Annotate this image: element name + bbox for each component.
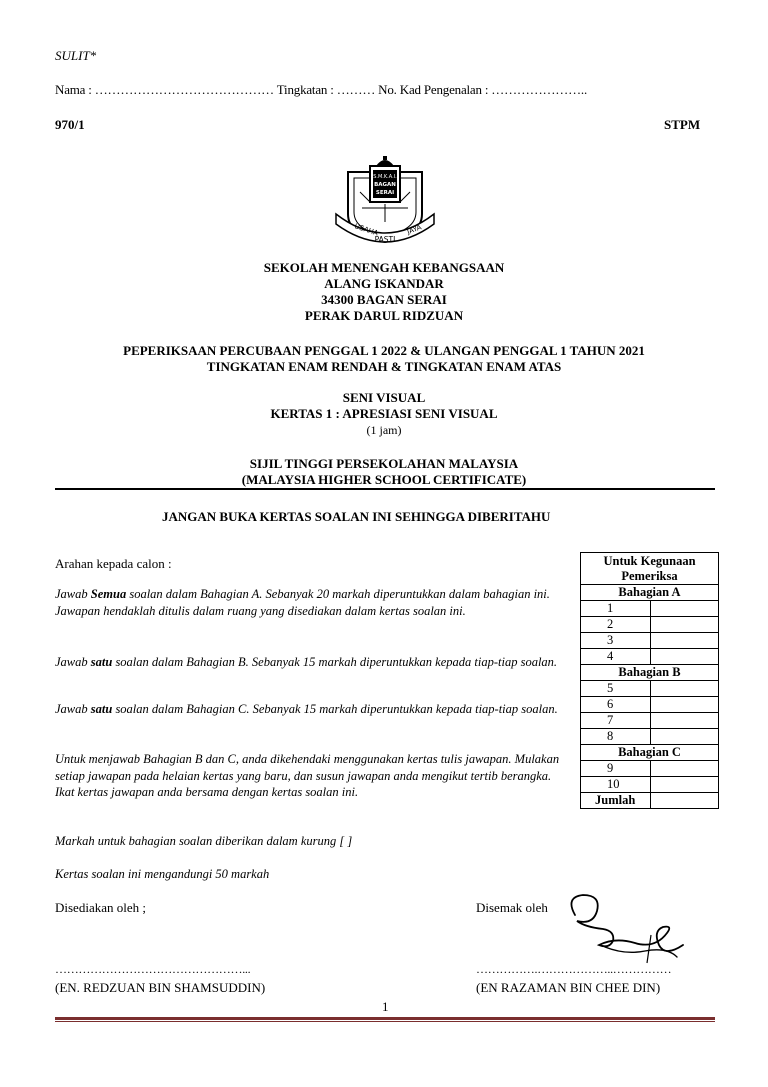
warning-notice: JANGAN BUKA KERTAS SOALAN INI SEHINGGA DIBERITAHU bbox=[162, 509, 551, 524]
checked-signature-line: …………….………………..…………… bbox=[476, 962, 672, 976]
question-number: 10 bbox=[581, 777, 651, 793]
prepared-by-label: Disediakan oleh ; bbox=[55, 900, 146, 915]
subject-name: SENI VISUAL bbox=[342, 390, 426, 405]
table-row bbox=[581, 729, 719, 745]
question-number: 3 bbox=[581, 633, 651, 649]
instruction-1: Jawab Semua soalan dalam Bahagian A. Sebanyak 20 markah diperuntukkan dalam bahagian ini. Jawapan hendaklah ditulis dalam ruang yang disediakan dalam kertas soalan ini. bbox=[55, 587, 550, 618]
logo-mid-text: BAGAN bbox=[374, 182, 396, 188]
table-row bbox=[581, 713, 719, 729]
question-number: 4 bbox=[581, 649, 651, 665]
certificate-line-1: SIJIL TINGGI PERSEKOLAHAN MALAYSIA bbox=[249, 456, 519, 471]
header-divider bbox=[55, 488, 715, 490]
question-number: 9 bbox=[581, 761, 651, 777]
mark-cell bbox=[651, 729, 719, 745]
subject-duration: (1 jam) bbox=[366, 423, 402, 437]
footer-line bbox=[55, 1017, 715, 1020]
prepared-signature-line: …………………………………………... bbox=[55, 962, 251, 976]
candidate-info-line: Nama : …………………………………… Tingkatan : ……… No. Kad Pengenalan : ………………….. bbox=[55, 82, 588, 97]
instruction-5: Markah untuk bahagian soalan diberikan dalam kurung [ ] bbox=[55, 834, 353, 848]
question-number: 6 bbox=[581, 697, 651, 713]
table-title: Untuk Kegunaan Pemeriksa bbox=[581, 553, 719, 585]
subject-paper: KERTAS 1 : APRESIASI SENI VISUAL bbox=[270, 406, 498, 421]
signature-image bbox=[555, 885, 705, 970]
table-row bbox=[581, 681, 719, 697]
question-number: 8 bbox=[581, 729, 651, 745]
logo-bot-text: SERAI bbox=[375, 190, 395, 196]
mark-cell bbox=[651, 601, 719, 617]
logo-ribbon-right: JAYA bbox=[405, 223, 423, 236]
table-row bbox=[581, 777, 719, 793]
table-total-label: Jumlah bbox=[581, 793, 651, 809]
logo-ribbon-left: USAHA bbox=[353, 222, 380, 238]
page-number: 1 bbox=[382, 999, 389, 1014]
mark-cell bbox=[651, 681, 719, 697]
school-line-4: PERAK DARUL RIDZUAN bbox=[304, 308, 464, 323]
checked-by-name: (EN RAZAMAN BIN CHEE DIN) bbox=[476, 980, 661, 995]
checked-by-label: Disemak oleh bbox=[476, 900, 548, 915]
instructions-heading: Arahan kepada calon : bbox=[55, 556, 172, 571]
school-line-1: SEKOLAH MENENGAH KEBANGSAAN bbox=[263, 260, 505, 275]
exam-title-line-2: TINGKATAN ENAM RENDAH & TINGKATAN ENAM ATAS bbox=[206, 359, 562, 374]
table-row bbox=[581, 617, 719, 633]
mark-cell bbox=[651, 617, 719, 633]
sulit-label: SULIT* bbox=[55, 48, 97, 63]
examiner-table bbox=[580, 552, 719, 809]
mark-cell bbox=[651, 633, 719, 649]
logo-top-text: S.M.K.A.I. bbox=[373, 174, 397, 180]
mark-cell bbox=[651, 777, 719, 793]
table-row bbox=[581, 633, 719, 649]
table-section-b: Bahagian B bbox=[581, 665, 719, 681]
instruction-4: Untuk menjawab Bahagian B dan C, anda dikehendaki menggunakan kertas tulis jawapan. Mulakan setiap jawapan pada helaian kertas yang baru, dan susun jawapan anda mengikut tertib berangka. Ikat kertas jawapan anda bersama dengan kertas soalan ini. bbox=[55, 752, 560, 799]
prepared-by-name: (EN. REDZUAN BIN SHAMSUDDIN) bbox=[55, 980, 266, 995]
exam-abbreviation: STPM bbox=[664, 117, 701, 132]
exam-title-line-1: PEPERIKSAAN PERCUBAAN PENGGAL 1 2022 & ULANGAN PENGGAL 1 TAHUN 2021 bbox=[123, 343, 645, 358]
paper-code: 970/1 bbox=[55, 117, 85, 132]
question-number: 2 bbox=[581, 617, 651, 633]
footer-line-thin bbox=[55, 1021, 715, 1022]
table-row bbox=[581, 601, 719, 617]
total-mark-cell bbox=[651, 793, 719, 809]
mark-cell bbox=[651, 713, 719, 729]
instruction-6: Kertas soalan ini mengandungi 50 markah bbox=[55, 867, 270, 881]
instruction-3: Jawab satu soalan dalam Bahagian C. Sebanyak 15 markah diperuntukkan kepada tiap-tiap soalan. bbox=[55, 702, 558, 716]
logo-ribbon-mid: PASTI bbox=[374, 235, 396, 244]
question-number: 5 bbox=[581, 681, 651, 697]
instruction-2: Jawab satu soalan dalam Bahagian B. Sebanyak 15 markah diperuntukkan kepada tiap-tiap soalan. bbox=[55, 655, 558, 669]
question-number: 7 bbox=[581, 713, 651, 729]
certificate-line-2: (MALAYSIA HIGHER SCHOOL CERTIFICATE) bbox=[241, 472, 527, 487]
table-section-a: Bahagian A bbox=[581, 585, 719, 601]
school-line-2: ALANG ISKANDAR bbox=[324, 276, 444, 291]
mark-cell bbox=[651, 761, 719, 777]
table-row bbox=[581, 761, 719, 777]
table-section-c: Bahagian C bbox=[581, 745, 719, 761]
table-row bbox=[581, 697, 719, 713]
mark-cell bbox=[651, 697, 719, 713]
question-number: 1 bbox=[581, 601, 651, 617]
mark-cell bbox=[651, 649, 719, 665]
school-crest-logo bbox=[330, 152, 440, 252]
table-row bbox=[581, 649, 719, 665]
school-line-3: 34300 BAGAN SERAI bbox=[321, 292, 447, 307]
